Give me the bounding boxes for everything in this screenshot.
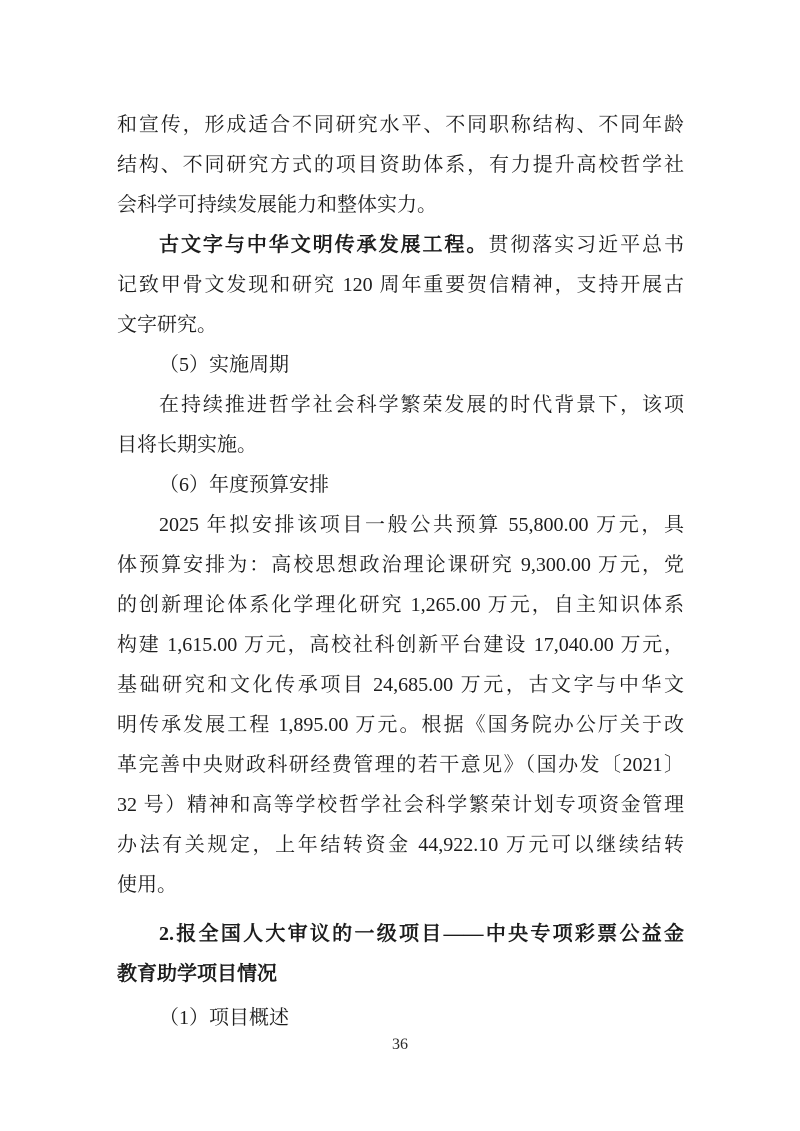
paragraph-budget-line-1: 2025 年拟安排该项目一般公共预算 55,800.00 万元，具	[159, 514, 684, 536]
subheading-implementation-period: （5）实施周期	[159, 354, 289, 376]
paragraph-budget-line-5: 基础研究和文化传承项目 24,685.00 万元，古文字与中华文	[117, 674, 684, 696]
paragraph-budget-line-2: 体预算安排为：高校思想政治理论课研究 9,300.00 万元，党	[117, 554, 684, 576]
paragraph-budget-line-9: 办法有关规定，上年结转资金 44,922.10 万元可以继续结转	[117, 834, 684, 856]
paragraph-period-line-1: 在持续推进哲学社会科学繁荣发展的时代背景下，该项	[159, 394, 684, 416]
page-number: 36	[392, 1036, 408, 1053]
subheading-project-overview: （1）项目概述	[159, 1007, 289, 1029]
section-heading-lottery-line-1: 2.报全国人大审议的一级项目——中央专项彩票公益金	[159, 923, 684, 945]
paragraph-budget-line-10: 使用。	[117, 874, 177, 896]
ancient-script-project-title: 古文字与中华文明传承发展工程。	[159, 234, 489, 256]
paragraph-period-line-2: 目将长期实施。	[117, 434, 257, 456]
section-heading-lottery-line-2: 教育助学项目情况	[117, 963, 277, 985]
paragraph-budget-line-7: 革完善中央财政科研经费管理的若干意见》（国办发〔2021〕	[117, 754, 684, 776]
document-body	[117, 105, 684, 1038]
paragraph-ancient-script-line-2: 记致甲骨文发现和研究 120 周年重要贺信精神，支持开展古	[117, 274, 684, 296]
paragraph-budget-line-8: 32 号）精神和高等学校哲学社会科学繁荣计划专项资金管理	[117, 794, 684, 816]
paragraph-funding-line-1: 和宣传，形成适合不同研究水平、不同职称结构、不同年龄	[117, 114, 684, 136]
paragraph-funding-line-2: 结构、不同研究方式的项目资助体系，有力提升高校哲学社	[117, 154, 684, 176]
paragraph-ancient-script-line-3: 文字研究。	[117, 314, 217, 336]
paragraph-budget-line-6: 明传承发展工程 1,895.00 万元。根据《国务院办公厅关于改	[117, 714, 684, 736]
paragraph-budget-line-3: 的创新理论体系化学理化研究 1,265.00 万元，自主知识体系	[117, 594, 684, 616]
paragraph-ancient-script-line-1	[117, 225, 684, 265]
paragraph-budget-line-4: 构建 1,615.00 万元，高校社科创新平台建设 17,040.00 万元，	[117, 634, 684, 656]
paragraph-funding-line-3: 会科学可持续发展能力和整体实力。	[117, 194, 437, 216]
ancient-script-lead-text: 贯彻落实习近平总书	[488, 234, 685, 256]
subheading-annual-budget: （6）年度预算安排	[159, 474, 329, 496]
